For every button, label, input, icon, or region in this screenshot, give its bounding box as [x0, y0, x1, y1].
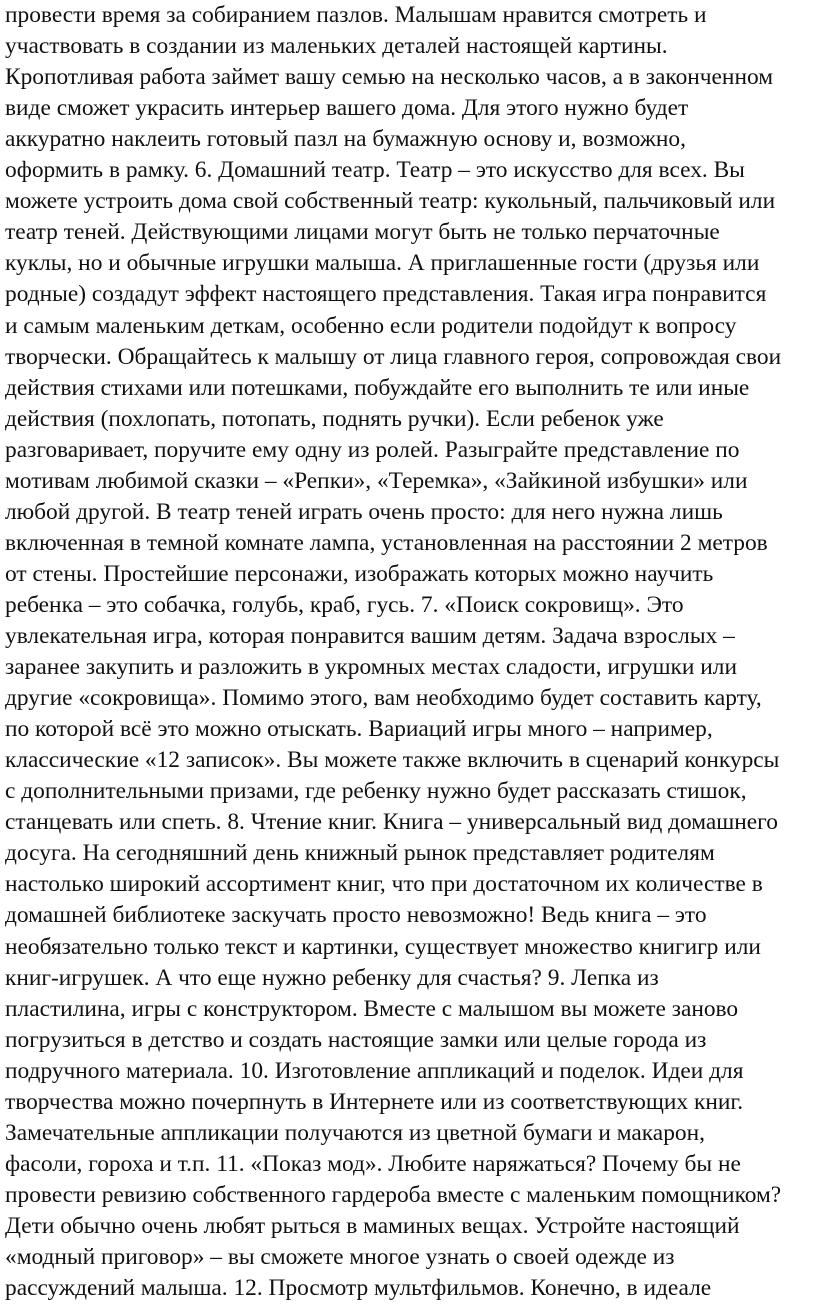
text-line: необязательно только текст и картинки, существует множество книгигр или — [5, 933, 761, 960]
text-line: аккуратно наклеить готовый пазл на бумажную основу и, возможно, — [5, 126, 686, 153]
text-line: провести время за собиранием пазлов. Малышам нравится смотреть и — [5, 2, 707, 28]
text-line: оформить в рамку. 6. Домашний театр. Театр – это искусство для всех. Вы — [5, 157, 745, 184]
text-line: действия (похлопать, потопать, поднять ручки). Если ребенок уже — [5, 405, 664, 432]
text-line: Кропотливая работа займет вашу семью на несколько часов, а в законченном — [5, 64, 774, 91]
text-line: Замечательные аппликации получаются из цветной бумаги и макарон, — [5, 1119, 705, 1146]
text-line: досуга. На сегодняшний день книжный рынок представляет родителям — [5, 840, 715, 867]
text-line: другие «сокровища». Помимо этого, вам необходимо будет составить карту, — [5, 685, 762, 712]
text-line: ребенка – это собачка, голубь, краб, гусь. 7. «Поиск сокровищ». Это — [5, 591, 684, 618]
text-line: «модный приговор» – вы сможете многое узнать о своей одежде из — [5, 1244, 675, 1270]
text-line: действия стихами или потешками, побуждайте его выполнить те или иные — [5, 374, 750, 401]
document-page — [5, 0, 816, 1302]
text-line: книг-игрушек. А что еще нужно ребенку для счастья? 9. Лепка из — [5, 964, 659, 991]
text-line: творчества можно почерпнуть в Интернете или из соответствующих книг. — [5, 1088, 744, 1115]
text-line: подручного материала. 10. Изготовление аппликаций и поделок. Идеи для — [5, 1057, 744, 1084]
text-line: с дополнительными призами, где ребенку нужно будет рассказать стишок, — [5, 778, 747, 805]
text-line: увлекательная игра, которая понравится вашим детям. Задача взрослых – — [5, 623, 735, 649]
text-line: от стены. Простейшие персонажи, изображать которых можно научить — [5, 560, 714, 587]
text-line: можете устроить дома свой собственный театр: кукольный, пальчиковый или — [5, 188, 776, 215]
text-line: пластилина, игры с конструктором. Вместе с малышом вы можете заново — [5, 995, 739, 1022]
text-line: станцевать или спеть. 8. Чтение книг. Книга – универсальный вид домашнего — [5, 809, 778, 836]
text-line: театр теней. Действующими лицами могут быть не только перчаточные — [5, 219, 720, 246]
text-line: куклы, но и обычные игрушки малыша. А приглашенные гости (друзья или — [5, 250, 760, 277]
text-line: разговаривает, поручите ему одну из ролей. Разыграйте представление по — [5, 436, 740, 463]
text-line: классические «12 записок». Вы можете также включить в сценарий конкурсы — [5, 747, 780, 774]
text-line: виде сможет украсить интерьер вашего дома. Для этого нужно будет — [5, 95, 689, 122]
text-line: провести ревизию собственного гардероба вместе с маленьким помощником? — [5, 1181, 782, 1208]
text-line: творчески. Обращайтесь к малышу от лица главного героя, сопровождая свои — [5, 343, 782, 370]
text-line: родные) создадут эффект настоящего представления. Такая игра понравится — [5, 281, 767, 308]
text-line: включенная в темной комнате лампа, установленная на расстоянии 2 метров — [5, 529, 768, 556]
text-line: любой другой. В театр теней играть очень просто: для него нужна лишь — [5, 498, 723, 525]
text-line: рассуждений малыша. 12. Просмотр мультфильмов. Конечно, в идеале — [5, 1275, 712, 1302]
text-line: настолько широкий ассортимент книг, что при достаточном их количестве в — [5, 871, 763, 898]
text-line: домашней библиотеке заскучать просто невозможно! Ведь книга – это — [5, 902, 707, 929]
text-line: фасоли, гороха и т.п. 11. «Показ мод». Любите наряжаться? Почему бы не — [5, 1150, 741, 1177]
text-line: и самым маленьким деткам, особенно если родители подойдут к вопросу — [5, 312, 737, 339]
text-line: заранее закупить и разложить в укромных местах сладости, игрушки или — [5, 654, 737, 681]
text-line: участвовать в создании из маленьких деталей настоящей картины. — [5, 33, 668, 60]
text-line: мотивам любимой сказки – «Репки», «Теремка», «Зайкиной избушки» или — [5, 467, 748, 494]
text-line: по которой всё это можно отыскать. Вариаций игры много – например, — [5, 716, 713, 743]
text-line: погрузиться в детство и создать настоящие замки или целые города из — [5, 1026, 707, 1053]
text-line: Дети обычно очень любят рыться в маминых вещах. Устройте настоящий — [5, 1212, 740, 1239]
